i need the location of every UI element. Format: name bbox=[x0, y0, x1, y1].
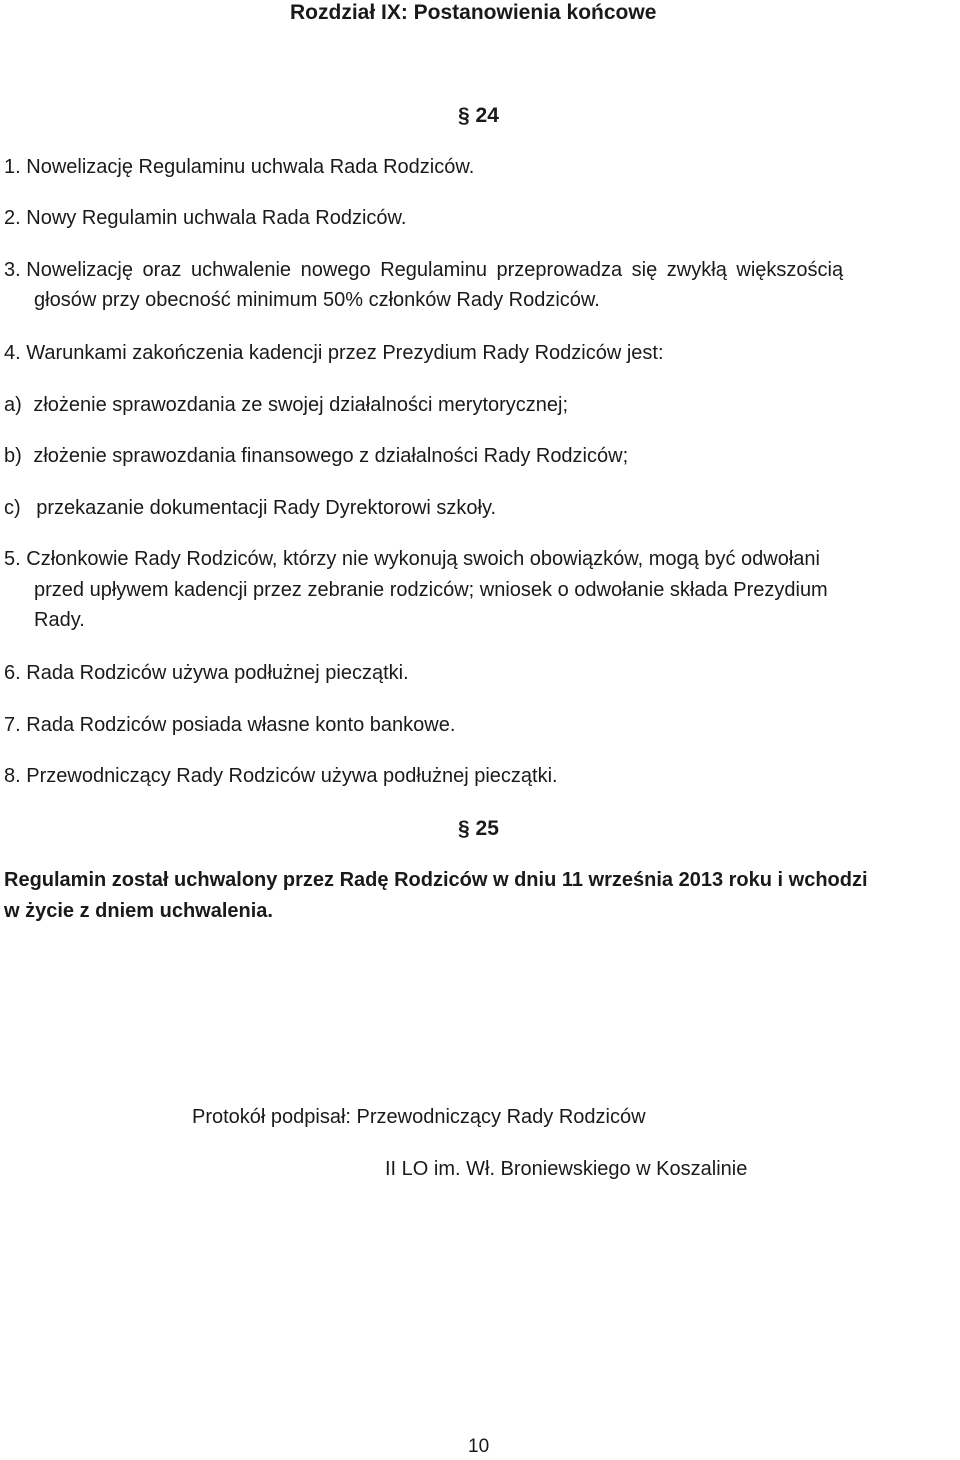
item-text-continuation: Rady. bbox=[34, 609, 85, 631]
subitem-text: złożenie sprawozdania ze swojej działalności merytorycznej; bbox=[33, 394, 569, 416]
signature-school: II LO im. Wł. Broniewskiego w Koszalinie bbox=[385, 1158, 748, 1180]
item-text: Przewodniczący Rady Rodziców używa podłużnej pieczątki. bbox=[26, 765, 558, 787]
item-text: Warunkami zakończenia kadencji przez Prezydium Rady Rodziców jest: bbox=[26, 342, 664, 364]
subitem-letter: b) bbox=[4, 445, 22, 467]
list-item bbox=[4, 341, 664, 365]
list-item bbox=[4, 155, 474, 179]
item-number: 6. bbox=[4, 662, 21, 684]
section-25-heading: § 25 bbox=[458, 817, 499, 840]
item-text-continuation: głosów przy obecność minimum 50% członków Rady Rodziców. bbox=[34, 289, 600, 311]
item-text-continuation: przed upływem kadencji przez zebranie rodziców; wniosek o odwołanie składa Prezydium bbox=[34, 579, 828, 601]
item-text: Nowy Regulamin uchwala Rada Rodziców. bbox=[26, 207, 407, 229]
item-number: 3. bbox=[4, 259, 21, 281]
subitem bbox=[4, 496, 496, 520]
item-number: 4. bbox=[4, 342, 21, 364]
list-item bbox=[4, 713, 455, 737]
subitem-text: złożenie sprawozdania finansowego z działalności Rady Rodziców; bbox=[33, 445, 629, 467]
chapter-title: Rozdział IX: Postanowienia końcowe bbox=[290, 1, 657, 24]
item-text: Członkowie Rady Rodziców, którzy nie wykonują swoich obowiązków, mogą być odwołani bbox=[26, 548, 820, 570]
list-item bbox=[4, 547, 820, 571]
item-number: 5. bbox=[4, 548, 21, 570]
item-text: Rada Rodziców używa podłużnej pieczątki. bbox=[26, 662, 409, 684]
item-text: Rada Rodziców posiada własne konto bankowe. bbox=[26, 714, 456, 736]
signature-line: Protokół podpisał: Przewodniczący Rady Rodziców bbox=[192, 1106, 646, 1128]
item-number: 1. bbox=[4, 156, 21, 178]
subitem bbox=[4, 393, 568, 417]
item-text: Nowelizację Regulaminu uchwala Rada Rodziców. bbox=[26, 156, 475, 178]
final-statement-continuation: w życie z dniem uchwalenia. bbox=[4, 900, 273, 922]
section-24-heading: § 24 bbox=[458, 104, 499, 127]
item-text: Nowelizację oraz uchwalenie nowego Regulaminu przeprowadza się zwykłą większością bbox=[26, 259, 844, 281]
item-number: 7. bbox=[4, 714, 21, 736]
page-number: 10 bbox=[468, 1436, 490, 1457]
subitem-letter: c) bbox=[4, 497, 21, 519]
subitem bbox=[4, 444, 628, 468]
subitem-text: przekazanie dokumentacji Rady Dyrektorowi szkoły. bbox=[36, 497, 497, 519]
item-number: 2. bbox=[4, 207, 21, 229]
final-statement: Regulamin został uchwalony przez Radę Rodziców w dniu 11 września 2013 roku i wchodzi bbox=[4, 869, 868, 891]
list-item bbox=[4, 764, 558, 788]
item-number: 8. bbox=[4, 765, 21, 787]
list-item bbox=[4, 661, 409, 685]
list-item bbox=[4, 258, 843, 282]
list-item bbox=[4, 206, 406, 230]
subitem-letter: a) bbox=[4, 394, 22, 416]
